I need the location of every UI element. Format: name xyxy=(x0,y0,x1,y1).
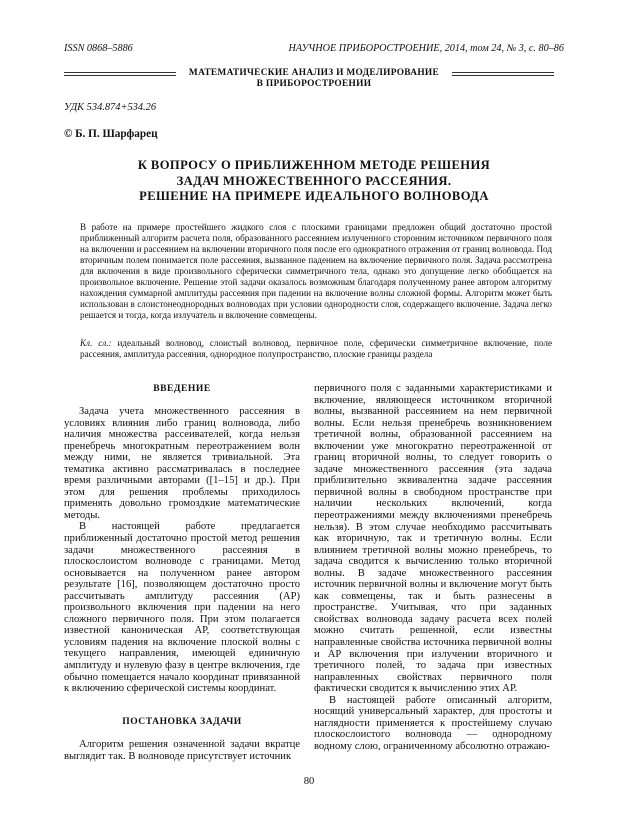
intro-paragraph-1: Задача учета множественного рассеяния в условиях влияния либо границ волновода, либо наличия множества рассеивателей, когда нельзя пренебречь многократным переотражением волн между ними, не является тривиальной. Эта тематика активно рассматривалась в последнее время различными авторами ([1–15] и др.). При этом для решения проблемы приходилось применять довольно громоздкие математические методы. xyxy=(64,406,300,521)
problem-paragraph-1: Алгоритм решения означенной задачи вкратце выглядит так. В волноводе присутствует источник xyxy=(64,739,300,762)
issn: ISSN 0868–5886 xyxy=(64,43,133,54)
section-line-2: В ПРИБОРОСТРОЕНИИ xyxy=(256,78,372,89)
page-number: 80 xyxy=(303,776,315,787)
journal-citation: НАУЧНОЕ ПРИБОРОСТРОЕНИЕ, 2014, том 24, № 3, c. 80–86 xyxy=(288,43,564,54)
intro-heading: ВВЕДЕНИЕ xyxy=(153,383,211,394)
title-line-3: РЕШЕНИЕ НА ПРИМЕРЕ ИДЕАЛЬНОГО ВОЛНОВОДА xyxy=(139,189,489,204)
article-title xyxy=(64,158,564,205)
author: © Б. П. Шарфарец xyxy=(64,128,158,140)
keywords-label: Кл. сл.: xyxy=(80,338,112,348)
section-name xyxy=(64,68,564,89)
section-line-1: МАТЕМАТИЧЕСКИЕ АНАЛИЗ И МОДЕЛИРОВАНИЕ xyxy=(188,68,440,78)
keywords xyxy=(80,338,552,360)
title-line-1: К ВОПРОСУ О ПРИБЛИЖЕННОМ МЕТОДЕ РЕШЕНИЯ xyxy=(137,158,491,172)
abstract: В работе на примере простейшего жидкого слоя с плоскими границами предложен общий достаточно простой приближенный алгоритм расчета поля, образованного рассеянием излученного сторонним источником первичного поля на включении и рассеянием на включении вторичного поля после его однократного отражения от границ волновода. Под вторичным полем понимается поле рассеяния, вызванное падением на включение первичного поля. Задача рассмотрена для включения в виде произвольного сферически симметричного тела, однако это допущение легко обобщается на произвольное включение. Решение этой задачи оказалось возможным благодаря полученному ранее автором алгоритму нахождения суммарной амплитуды рассеяния при падении на включение волны сложной формы. Алгоритм может быть использован в слоистонеоднородных волноводах при условии однородности слоя, содержащего включение. Задача легко решается и тогда, когда излучатель и включение совмещены. xyxy=(80,222,552,320)
intro-paragraph-2: В настоящей работе предлагается приближенный достаточно простой метод решения задачи множественного рассеяния в плоскослоистом волноводе с границами. Метод основывается на полученном ранее автором результате [16], позволяющем достаточно просто рассчитывать амплитуду рассеяния (АР) произвольного включения при падении на него сложного первичного поля. При этом полагается известной каноническая АР, соответствующая условиям падения на включение плоской волны с текущего направления, имеющей единичную амплитуду и нулевую фазу в центре включения, где обычно помещается начало координат привязанной к включению сферической системы координат. xyxy=(64,521,300,695)
right-paragraph-2: В настоящей работе описанный алгоритм, носящий универсальный характер, для простоты и наглядности применяется к простейшему случаю плоскослоистого волновода — однородному водному слою, ограниченному абсолютно отражаю- xyxy=(314,694,552,752)
udc-code: УДК 534.874+534.26 xyxy=(64,102,157,113)
intro-body xyxy=(64,406,300,695)
right-column xyxy=(314,383,552,753)
title-line-2: ЗАДАЧ МНОЖЕСТВЕННОГО РАССЕЯНИЯ. xyxy=(176,173,452,188)
problem-body xyxy=(64,739,300,762)
problem-heading: ПОСТАНОВКА ЗАДАЧИ xyxy=(122,716,242,727)
right-paragraph-1: первичного поля с заданными характеристиками и включение, являющееся источником вторичной волны, вызванной рассеянием на нем первичной волны. Если нельзя пренебречь возникновением третичной волны, образованной рассеянием на включении уже многократно переотраженной от границ вторичной волны, то следует говорить о задаче множественного рассеяния (эта задача приблизительно эквивалентна задаче рассеяния первичной волны в свободном пространстве при наличии нескольких включений, когда переотражениями между включениями пренебречь нельзя). В этом случае необходимо рассчитывать как вторичную, так и третичную волны. Если влиянием третичной волны можно пренебречь, то задача сводится к вычислению только вторичной волны. В задаче множественного рассеяния источник первичной волны и включение могут быть как совмещены, так и быть разнесены в пространстве. Учитывая, что при заданных свойствах волновода задачу расчета всех полей можно считать решенной, если известны направленные свойства источника первичной волны и АР включения при излучении вторичного и третичного полей, то задача при известных направленных свойствах первичного поля фактически сводится к вычислению этих АР. xyxy=(314,383,552,695)
keywords-text: идеальный волновод, слоистый волновод, первичное поле, сферически симметричное включение, поле рассеяния, амплитуда рассеяния, однородное полупространство, плоские границы раздела xyxy=(80,338,553,359)
